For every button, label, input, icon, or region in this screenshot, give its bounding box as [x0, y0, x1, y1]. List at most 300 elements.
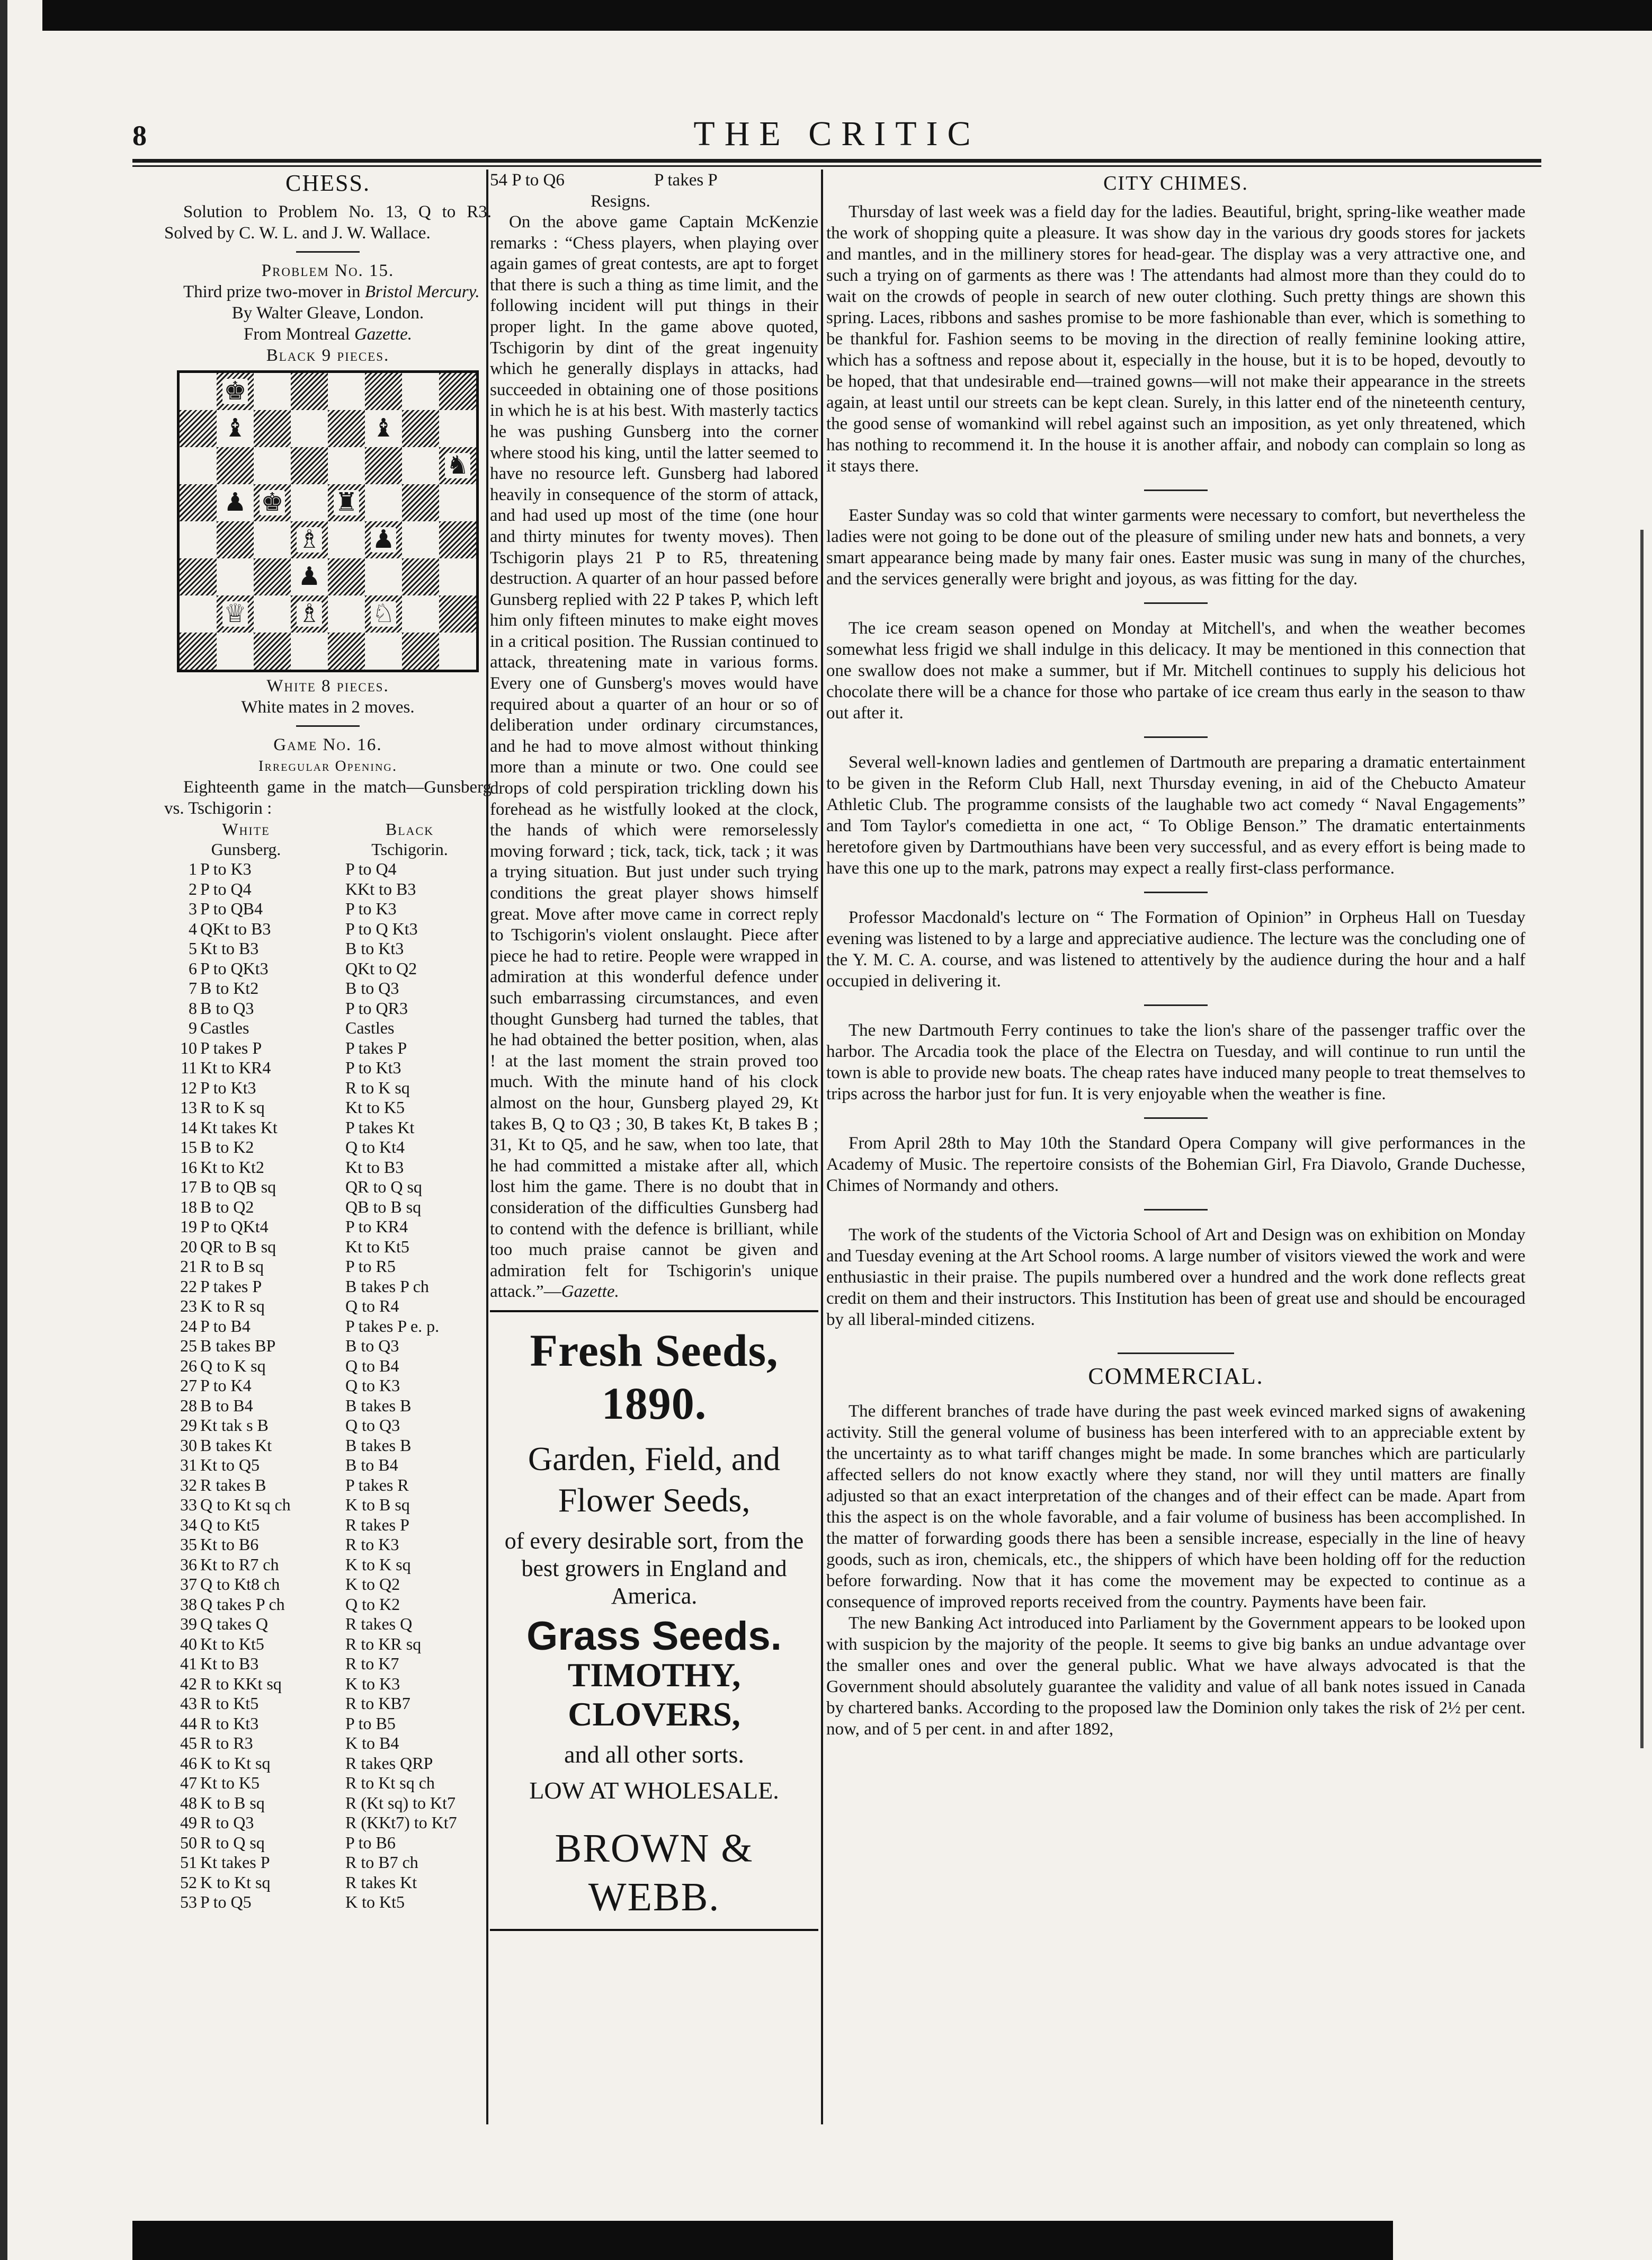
- white-move: Kt tak s B: [200, 1416, 269, 1435]
- board-square: [291, 410, 328, 447]
- white-player: Gunsberg.: [211, 840, 281, 859]
- black-move: Kt to K5: [345, 1098, 405, 1117]
- problem-from: [164, 324, 492, 345]
- move-number: 13: [180, 1098, 197, 1117]
- paragraph-divider: [1144, 736, 1208, 738]
- move-number: 7: [189, 978, 197, 998]
- white-mates-label: White mates in 2 moves.: [241, 698, 415, 717]
- move-number: 2: [189, 879, 197, 898]
- move-number: 21: [180, 1257, 197, 1276]
- white-move: R to Q sq: [200, 1832, 265, 1852]
- white-move: Kt to R7 ch: [200, 1554, 279, 1574]
- black-move: R to KR sq: [345, 1634, 422, 1653]
- article-paragraph: From April 28th to May 10th the Standard Opera Company will give performances in the Academy of Music. The repertoire consists of the Bohemian Girl, Fra Diavolo, Grande Duchesse, Chimes of Normandy and others.: [826, 1134, 1525, 1195]
- header-rule-thin: [132, 165, 1541, 167]
- black-move: R to K3: [345, 1535, 399, 1554]
- move-number: 18: [180, 1197, 197, 1216]
- chess-piece: ♟: [224, 488, 247, 517]
- black-move: B takes B: [345, 1435, 412, 1455]
- board-square: [217, 595, 254, 633]
- black-move: P takes Kt: [345, 1117, 415, 1137]
- black-move: P to QR3: [345, 998, 408, 1018]
- black-move: P to Q4: [345, 859, 397, 878]
- commercial-heading: COMMERCIAL.: [1088, 1363, 1264, 1389]
- ad-body: of every desirable sort, from the best growers in England and America.: [504, 1527, 804, 1609]
- white-move: Q to Kt5: [200, 1515, 260, 1534]
- white-move: P to K4: [200, 1376, 252, 1395]
- game-commentary: [490, 212, 818, 1303]
- board-square: [217, 410, 254, 447]
- white-move: P to B4: [200, 1316, 251, 1336]
- move-number: 8: [189, 998, 197, 1018]
- white-move: Kt to KR4: [200, 1058, 271, 1077]
- chess-piece: ♚: [224, 377, 247, 405]
- black-move: P takes R: [345, 1475, 409, 1494]
- board-square: [254, 595, 291, 633]
- board-square: [439, 447, 476, 484]
- black-move: R (Kt sq) to Kt7: [345, 1793, 456, 1812]
- white-move: Kt to B3: [200, 939, 259, 958]
- move-number: 43: [180, 1694, 197, 1713]
- board-square: [291, 447, 328, 484]
- move-number: 30: [180, 1435, 197, 1455]
- move-number: 26: [180, 1356, 197, 1375]
- section-divider: [1118, 1353, 1234, 1354]
- move-number: 34: [180, 1515, 197, 1534]
- move-number: 50: [180, 1832, 197, 1852]
- black-move: Q to R4: [345, 1296, 399, 1315]
- chess-piece: ♗: [298, 600, 321, 628]
- board-square: [439, 373, 476, 410]
- white-move: Castles: [200, 1018, 249, 1037]
- board-square: [402, 558, 439, 595]
- black-move: Kt to B3: [345, 1157, 404, 1177]
- black-move: KKt to B3: [345, 879, 416, 898]
- board-square: [328, 633, 365, 670]
- board-square: [328, 484, 365, 521]
- moves-header: [164, 819, 492, 859]
- move-number: 31: [180, 1455, 197, 1474]
- move-number: 9: [189, 1018, 197, 1037]
- board-square: [291, 558, 328, 595]
- move-number: 14: [180, 1117, 197, 1137]
- white-move: Kt to K5: [200, 1773, 260, 1792]
- black-move: R takes P: [345, 1515, 409, 1534]
- board-square: [254, 373, 291, 410]
- board-square: [254, 558, 291, 595]
- board-square: [291, 633, 328, 670]
- black-move: R to B7 ch: [345, 1853, 418, 1872]
- board-square: [402, 633, 439, 670]
- board-square: [217, 558, 254, 595]
- white-label: White: [222, 820, 270, 839]
- move-number: 38: [180, 1594, 197, 1614]
- article-paragraph: Easter Sunday was so cold that winter garments were necessary to comfort, but nevertheless the ladies were not going to be done out of the pleasure of smiling under new hats and bonnets, a very smart appearance being made by many fair ones. Easter music was sung in many of the churches, and the services generally were bright and joyous, as was fitting for the day.: [826, 506, 1525, 589]
- city-chimes-heading: CITY CHIMES.: [1103, 172, 1248, 194]
- article-paragraph: The ice cream season opened on Monday at Mitchell's, and when the weather becomes somewhat less frigid we shall indulge in this delicacy. It may be mentioned in this connection that one swallow does not make a summer, but if Mr. Mitchell continues to supply his delicious hot chocolate there will be a chance for those who partake of ice cream thus early in the season to thaw out after it.: [826, 619, 1525, 723]
- white-move: Kt takes Kt: [200, 1117, 278, 1137]
- white-move: B to Kt2: [200, 978, 259, 998]
- white-move: B to Q2: [200, 1197, 254, 1216]
- move-54: [490, 170, 818, 191]
- commentary-text: On the above game Captain McKenzie remarks : “Chess players, when playing over again games of great contests, are apt to forget that there is such a thing as time limit, and the following incident will put things in their proper light. In the game above quoted, Tschigorin by dint of the great ingenuity which he generally displays in attacks, had succeeded in obtaining one of those positions in which he is at his best. With masterly tactics he was pushing Gunsberg into the corner where stood his king, until the latter seemed to have no resource left. Gunsberg had labored heavily in consequence of the storm of attack, and had used up most of the time (one hour and thirty minutes for twenty moves). Then Tschigorin plays 21 P to R5, threatening destruction. A quarter of an hour passed before Gunsberg replied with 22 P takes P, which left him only fifteen minutes to make eight moves in a critical position. The Russian continued to attack, threatening mate in various forms. Every one of Gunsberg's moves would have required about a quarter of an hour or so of deliberation under ordinary circumstances, and he had to move almost without thinking more than a minute or two. One could see drops of cold perspiration trickling down his forehead as he wistfully looked at the clock, the hands of which were remorselessly moving forward ; tick, tack, tick, tack ; it was a trying situation. But just under such trying conditions the great player shows himself great. Move after move came in correct reply to Tschigorin's violent onslaught. Piece after piece he had to retire. People were wrapped in admiration at this wonderful defence under such embarrassing circumstances, and even thought Gunsberg had turned the tables, that he had obtained the better position, when, alas ! at the last moment the strain proved too much. With the minute hand of his clock almost on the hour, Gunsberg played 29, Kt takes B, Q to Q3 ; 30, B takes Kt, B takes B ; 31, Kt to Q5, and he saw, when too late, that he had committed a mistake after all, which lost him the game. There is no doubt that in consideration of the difficulties Gunsberg had to contend with the defence is brilliant, while too much praise cannot be given and admiration felt for Tschigorin's unique attack.”—: [490, 212, 818, 1302]
- chess-piece: ♜: [335, 488, 358, 517]
- white-move: Q takes Q: [200, 1614, 268, 1633]
- city-chimes-body: [826, 201, 1525, 1330]
- problem-author: By Walter Gleave, London.: [231, 304, 424, 323]
- white-move: QR to B sq: [200, 1236, 276, 1256]
- article-paragraph: The different branches of trade have during the past week evinced marked signs of awakening activity. Still the general volume of business has been interfered with to an appreciable extent by the uncertainty as to what tariff changes might be made. In some branches which are particularly affected sellers do not know exactly where they stand, nor will they until matters are finally adjusted so that an exact interpretation of the changes and of their effect can be made. Apart from this the aspect is on the whole favorable, and a fair volume of business has been accomplished. In the matter of forwarding goods there has been a sensible increase, especially in the line of heavy goods, such as iron, chemicals, etc., the shippers of which have been holding off for the reduction before forwarding. Now that it has come the movement may be expected to continue as a consequence of improved reports received from the country. Payments have been fair.: [826, 1402, 1525, 1612]
- board-square: [217, 521, 254, 558]
- board-square: [439, 484, 476, 521]
- black-move: Q to Kt4: [345, 1137, 405, 1156]
- black-move: P to K3: [345, 899, 397, 918]
- move-number: 28: [180, 1395, 197, 1415]
- move-number: 35: [180, 1535, 197, 1554]
- white-move: P takes P: [200, 1276, 262, 1296]
- black-move: P to R5: [345, 1257, 396, 1276]
- white-move: P to QKt4: [200, 1217, 269, 1236]
- white-move: B to B4: [200, 1395, 253, 1415]
- white-move: Q to Kt8 ch: [200, 1574, 280, 1594]
- black-move: K to B4: [345, 1733, 399, 1752]
- board-square: [365, 373, 402, 410]
- white-move: K to Kt sq: [200, 1872, 271, 1892]
- move-number: 37: [180, 1574, 197, 1594]
- move-number: 6: [189, 958, 197, 978]
- chess-piece: ♞: [446, 451, 469, 479]
- black-move: R to K sq: [345, 1078, 410, 1097]
- moves-list: [164, 859, 492, 1912]
- article-paragraph: Thursday of last week was a field day for the ladies. Beautiful, bright, spring-like weather made the work of shopping quite a pleasure. It was show day in the various dry goods stores for jackets and mantles, and in the millinery stores for head-gear. The display was a very attractive one, and such a trying on of garments as there was ! The attendants had almost more than they could do to wait on the crowds of people in search of new outer clothing. Such pretty things are shown this spring. Laces, ribbons and sashes promise to be more fashionable than ever, which is something to be thankful for. Fashion seems to be moving in the direction of really feminine looking attire, which has a softness and repose about it, especially in the house, but it is to be hoped, devoutly to be hoped, that that undesirable end—trained gowns—will not make their appearance in the streets again, at least until our streets can be kept clean. Surely, in this latter end of the nineteenth century, the good sense of womankind will rebel against such an imposition, as yet only threatened, which has nothing to recommend it. In the house it is another affair, and nobody can complain so long as it stays there.: [826, 202, 1525, 476]
- white-move: P to QKt3: [200, 958, 269, 978]
- divider: [296, 251, 360, 253]
- ad-timothy: TIMOTHY, CLOVERS,: [567, 1656, 741, 1733]
- problem-title: Problem No. 15.: [261, 261, 395, 280]
- board-square: [439, 521, 476, 558]
- move-number: 39: [180, 1614, 197, 1633]
- move-number: 48: [180, 1793, 197, 1812]
- chess-diagram: [177, 370, 479, 672]
- move-number: 12: [180, 1078, 197, 1097]
- move-number: 4: [189, 919, 197, 938]
- move-number: 25: [180, 1336, 197, 1355]
- masthead-title: THE CRITIC: [693, 114, 980, 153]
- paragraph-divider: [1144, 1117, 1208, 1119]
- black-move: Kt to Kt5: [345, 1236, 409, 1256]
- move-number: 11: [181, 1058, 197, 1077]
- problem-description: [164, 281, 492, 302]
- board-square: [254, 410, 291, 447]
- white-move: K to Kt sq: [200, 1753, 271, 1773]
- article-paragraph: The work of the students of the Victoria School of Art and Design was on exhibition on Monday and Tuesday evening at the Art School rooms. A large number of visitors viewed the work and were enthusiastic in their praise. The pupils numbered over a hundred and the work done reflects great credit on them and their instructors. This Institution has been of great use and should be encouraged by all liberal-minded citizens.: [826, 1225, 1525, 1329]
- board-square: [180, 595, 217, 633]
- board-square: [180, 484, 217, 521]
- from-source: Gazette.: [354, 325, 413, 344]
- black-move: R to Kt sq ch: [345, 1773, 435, 1792]
- black-move: P to Kt3: [345, 1058, 401, 1077]
- board-square: [365, 558, 402, 595]
- chess-piece: ♝: [372, 414, 395, 442]
- white-move: Kt to Kt5: [200, 1634, 264, 1653]
- move-number: 47: [180, 1773, 197, 1792]
- black-move: Q to Q3: [345, 1416, 400, 1435]
- scan-border-bottom: [132, 2221, 1393, 2260]
- black-move: K to Q2: [345, 1574, 400, 1594]
- scan-border-top: [42, 0, 1652, 31]
- ad-grass-seeds: Grass Seeds.: [526, 1613, 782, 1659]
- black-move: P takes P e. p.: [345, 1316, 440, 1336]
- white-move: Kt to Kt2: [200, 1157, 264, 1177]
- black-move: QR to Q sq: [345, 1177, 422, 1196]
- black-move: K to B sq: [345, 1495, 410, 1514]
- chess-solution: Solution to Problem No. 13, Q to R3. Solved by C. W. L. and J. W. Wallace.: [164, 202, 492, 243]
- move-number: 40: [180, 1634, 197, 1653]
- paragraph-divider: [1144, 892, 1208, 893]
- move-54-white: 54 P to Q6: [490, 171, 565, 190]
- chess-column: [164, 170, 492, 1912]
- black-move: K to Kt5: [345, 1892, 405, 1911]
- move-number: 22: [180, 1276, 197, 1296]
- ad-other-sorts: and all other sorts.: [564, 1740, 744, 1768]
- move-number: 20: [180, 1236, 197, 1256]
- board-square: [365, 633, 402, 670]
- board-square: [439, 410, 476, 447]
- chess-piece: ♚: [261, 488, 284, 517]
- white-move: Q to K sq: [200, 1356, 266, 1375]
- white-move: Kt to B6: [200, 1535, 259, 1554]
- board-square: [402, 447, 439, 484]
- black-move: P to KR4: [345, 1217, 408, 1236]
- board-square: [180, 373, 217, 410]
- move-number: 46: [180, 1753, 197, 1773]
- white-pieces-label: White 8 pieces.: [266, 677, 389, 696]
- article-paragraph: The new Banking Act introduced into Parliament by the Government appears to be looked upon with suspicion by the majority of the people. It seems to give big banks an undue advantage over the smaller ones and over the general public. What we have always advocated is that the Government should absolutely guarantee the validity and value of all bank notes issued in Canada by chartered banks. According to the proposed law the Dominion only takes the risk of 2½ per cent. now, and of 5 per cent. in and after 1892,: [826, 1614, 1525, 1739]
- board-square: [439, 633, 476, 670]
- black-move: P to Q Kt3: [345, 919, 418, 938]
- white-move: K to B sq: [200, 1793, 265, 1812]
- move-number: 5: [189, 939, 197, 958]
- black-move: R takes QRP: [345, 1753, 433, 1773]
- board-square: [365, 410, 402, 447]
- black-move: B to Q3: [345, 1336, 399, 1355]
- board-square: [217, 633, 254, 670]
- white-move: B takes BP: [200, 1336, 276, 1355]
- white-move: B takes Kt: [200, 1435, 272, 1455]
- resigns: Resigns.: [591, 192, 650, 211]
- move-number: 51: [180, 1853, 197, 1872]
- board-square: [439, 558, 476, 595]
- scan-border-right: [1640, 530, 1644, 1748]
- white-move: K to R sq: [200, 1296, 265, 1315]
- chess-piece: ♟: [298, 563, 321, 591]
- scan-border-left: [0, 0, 7, 2260]
- move-number: 10: [180, 1038, 197, 1057]
- black-move: B to Q3: [345, 978, 399, 998]
- white-move: P to Q4: [200, 879, 252, 898]
- white-move: R to B sq: [200, 1257, 264, 1276]
- move-number: 15: [180, 1137, 197, 1156]
- board-square: [365, 521, 402, 558]
- black-move: Q to K3: [345, 1376, 400, 1395]
- chess-piece: ♕: [224, 600, 247, 628]
- ad-firm-name: BROWN & WEBB.: [555, 1826, 754, 1919]
- commentary-source: Gazette.: [561, 1282, 619, 1302]
- board-square: [180, 558, 217, 595]
- board-square: [217, 447, 254, 484]
- white-move: Kt to Q5: [200, 1455, 260, 1474]
- board-square: [291, 373, 328, 410]
- white-move: QKt to B3: [200, 919, 271, 938]
- white-move: Q to Kt sq ch: [200, 1495, 291, 1514]
- black-player: Tschigorin.: [371, 840, 448, 859]
- board-square: [328, 410, 365, 447]
- board-square: [291, 595, 328, 633]
- paragraph-divider: [1144, 602, 1208, 604]
- white-move: B to K2: [200, 1137, 254, 1156]
- ad-line-2: Flower Seeds,: [558, 1481, 751, 1519]
- board-square: [402, 521, 439, 558]
- paragraph-divider: [1144, 1209, 1208, 1211]
- move-number: 32: [180, 1475, 197, 1494]
- white-move: R to Kt3: [200, 1713, 259, 1733]
- black-move: K to K3: [345, 1674, 400, 1693]
- move-number: 36: [180, 1554, 197, 1574]
- board-square: [402, 484, 439, 521]
- problem-desc-text: Third prize two-mover in: [183, 282, 365, 301]
- board-square: [180, 447, 217, 484]
- ad-line-1: Garden, Field, and: [528, 1439, 781, 1478]
- header-rule: [132, 159, 1541, 163]
- problem-desc-source: Bristol Mercury.: [364, 282, 480, 301]
- black-move: B takes P ch: [345, 1276, 429, 1296]
- page-number: 8: [132, 120, 147, 152]
- paragraph-divider: [1144, 1004, 1208, 1006]
- board-square: [254, 521, 291, 558]
- board-square: [180, 521, 217, 558]
- board-square: [180, 410, 217, 447]
- white-move: B to Q3: [200, 998, 254, 1018]
- black-pieces-label: Black 9 pieces.: [266, 346, 390, 365]
- paragraph-divider: [1144, 490, 1208, 491]
- white-move: P to Kt3: [200, 1078, 256, 1097]
- black-move: P to B5: [345, 1713, 396, 1733]
- match-description: Eighteenth game in the match—Gunsberg vs. Tschigorin :: [164, 778, 492, 818]
- black-move: B to Kt3: [345, 939, 404, 958]
- game-title: Game No. 16.: [273, 735, 382, 754]
- board-square: [254, 484, 291, 521]
- black-label: Black: [385, 820, 434, 839]
- board-square: [217, 484, 254, 521]
- middle-column: [490, 170, 818, 1931]
- from-prefix: From Montreal: [243, 325, 354, 344]
- white-move: R to R3: [200, 1733, 253, 1752]
- black-move: P takes P: [345, 1038, 407, 1057]
- board-square: [291, 521, 328, 558]
- white-move: R to Kt5: [200, 1694, 259, 1713]
- article-paragraph: The new Dartmouth Ferry continues to take the lion's share of the passenger traffic over the harbor. The Arcadia took the place of the Electra on Tuesday, and will continue to run until the town is able to provide new boats. The cheap rates have induced many people to treat themselves to trips across the harbor just for fun. It is very enjoyable when the weather is fine.: [826, 1021, 1525, 1104]
- white-move: Q takes P ch: [200, 1594, 285, 1614]
- black-move: Castles: [345, 1018, 395, 1037]
- white-move: P takes P: [200, 1038, 262, 1057]
- board-square: [254, 633, 291, 670]
- black-move: R to K7: [345, 1654, 399, 1673]
- move-number: 29: [180, 1416, 197, 1435]
- move-54-black: P takes P: [654, 171, 718, 190]
- black-move: B takes B: [345, 1395, 412, 1415]
- move-number: 42: [180, 1674, 197, 1693]
- black-move: Q to K2: [345, 1594, 400, 1614]
- move-number: 19: [180, 1217, 197, 1236]
- white-move: R to Q3: [200, 1813, 254, 1832]
- board-square: [365, 447, 402, 484]
- white-move: P to K3: [200, 859, 252, 878]
- move-number: 17: [180, 1177, 197, 1196]
- move-number: 45: [180, 1733, 197, 1752]
- board-square: [402, 373, 439, 410]
- chess-heading: CHESS.: [285, 170, 370, 196]
- move-number: 41: [180, 1654, 197, 1673]
- move-number: 23: [180, 1296, 197, 1315]
- white-move: R to K sq: [200, 1098, 265, 1117]
- board-square: [217, 373, 254, 410]
- white-move: Kt to B3: [200, 1654, 259, 1673]
- move-number: 3: [189, 899, 197, 918]
- move-number: 16: [180, 1157, 197, 1177]
- move-number: 44: [180, 1713, 197, 1733]
- black-move: P to B6: [345, 1832, 396, 1852]
- move-number: 1: [189, 859, 197, 878]
- board-square: [328, 447, 365, 484]
- move-number: 49: [180, 1813, 197, 1832]
- chess-piece: ♗: [298, 526, 321, 554]
- black-move: QKt to Q2: [345, 958, 417, 978]
- move-number: 33: [180, 1495, 197, 1514]
- black-move: Q to B4: [345, 1356, 399, 1375]
- opening-name: Irregular Opening.: [258, 758, 398, 775]
- black-move: R to KB7: [345, 1694, 410, 1713]
- move-number: 53: [180, 1892, 197, 1911]
- black-move: R takes Q: [345, 1614, 413, 1633]
- chess-piece: ♘: [372, 600, 395, 628]
- commercial-body: [826, 1401, 1525, 1740]
- white-move: B to QB sq: [200, 1177, 276, 1196]
- news-column: [826, 170, 1525, 1740]
- board-square: [402, 410, 439, 447]
- move-number: 27: [180, 1376, 197, 1395]
- board-square: [254, 447, 291, 484]
- board-square: [291, 484, 328, 521]
- article-paragraph: Professor Macdonald's lecture on “ The Formation of Opinion” in Orpheus Hall on Tuesday evening was listened to by a large and appreciative audience. The lecture was the concluding one of the Y. M. C. A. course, and was listened to attentively by the audience during the hour and a half occupied in delivering it.: [826, 908, 1525, 991]
- chess-piece: ♟: [372, 526, 395, 554]
- white-move: Kt takes P: [200, 1853, 270, 1872]
- board-square: [328, 521, 365, 558]
- white-move: P to Q5: [200, 1892, 252, 1911]
- white-move: R takes B: [200, 1475, 266, 1494]
- board-square: [439, 595, 476, 633]
- column-rule-2: [821, 170, 823, 2124]
- divider: [296, 725, 360, 727]
- move-number: 52: [180, 1872, 197, 1892]
- board-square: [328, 373, 365, 410]
- black-move: R (KKt7) to Kt7: [345, 1813, 457, 1832]
- white-move: R to KKt sq: [200, 1674, 282, 1693]
- article-paragraph: Several well-known ladies and gentlemen of Dartmouth are preparing a dramatic entertainment to be given in the Reform Club Hall, next Thursday evening, in aid of the Chebucto Amateur Athletic Club. The programme consists of the laughable two act comedy “ Naval Engagements” and Tom Taylor's comedietta in one act, “ To Oblige Benson.” The dramatic entertainments heretofore given by Dartmouthians have been very successful, and as every effort is being made to have this one up to the mark, patrons may expect a really first-class performance.: [826, 753, 1525, 878]
- page-header: [132, 109, 1541, 159]
- board-square: [180, 633, 217, 670]
- board-square: [365, 595, 402, 633]
- black-move: R takes Kt: [345, 1872, 417, 1892]
